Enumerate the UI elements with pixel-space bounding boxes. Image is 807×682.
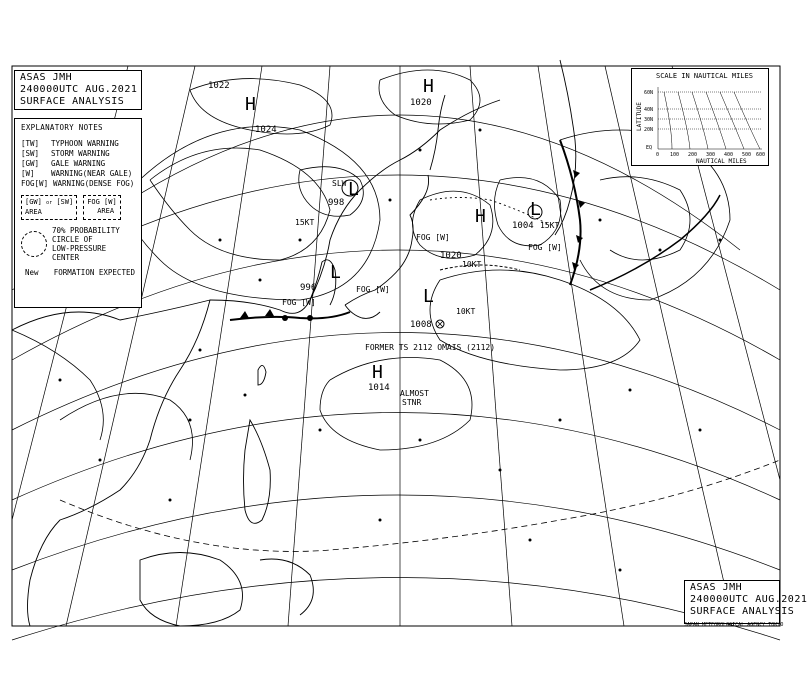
low-letter: L: [330, 262, 341, 283]
area-gw-sw: [GW] or [SW] AREA: [21, 195, 77, 220]
footer-agency: ASAS JMH: [690, 582, 743, 593]
notes-title: EXPLANATORY NOTES: [21, 123, 103, 132]
speed-label: 10KT: [462, 260, 482, 269]
fog-warning-label: FOG [W]: [356, 285, 390, 294]
low-letter: L: [423, 286, 434, 307]
svg-text:EQ: EQ: [646, 145, 653, 151]
speed-label: 15KT: [540, 221, 560, 230]
explanatory-notes: [14, 118, 142, 308]
svg-text:60N: 60N: [644, 90, 654, 96]
svg-text:100: 100: [670, 152, 680, 158]
pressure-value: 1022: [208, 81, 230, 91]
high-letter: H: [372, 362, 383, 383]
pressure-value: 998: [328, 198, 345, 208]
notes-item: [SW] STORM WARNING: [21, 149, 110, 158]
area-legend: [21, 195, 135, 220]
footer-title: SURFACE ANALYSIS: [690, 606, 795, 617]
pressure-value: 1024: [255, 125, 277, 135]
almost-stnr-label: ALMOST: [400, 389, 429, 398]
low-letter: L: [530, 199, 541, 220]
agency-name: JAPAN METEOROLOGICAL AGENCY TOKYO: [684, 622, 784, 628]
pressure-value: 996: [300, 283, 317, 293]
notes-item: FOG[W] WARNING(DENSE FOG): [21, 179, 135, 188]
pressure-value: 1020: [440, 251, 462, 261]
pressure-value: 1008: [410, 320, 432, 330]
header-datetime: 240000UTC AUG.2021: [20, 84, 138, 95]
pressure-value: 1014: [368, 383, 390, 393]
header-box: [14, 70, 142, 110]
speed-label: 15KT: [295, 218, 315, 227]
svg-text:20N: 20N: [644, 127, 654, 133]
scale-y-label: LATITUDE: [636, 102, 643, 131]
prob-circle-legend: 70% PROBABILITY CIRCLE OF LOW-PRESSURE CENTER: [21, 226, 135, 262]
slw-label: SLW: [332, 179, 347, 188]
almost-stnr-label: STNR: [402, 398, 422, 407]
low-letter: L: [348, 179, 359, 200]
prob-circle-icon: [21, 231, 47, 257]
svg-text:30N: 30N: [644, 117, 654, 123]
pressure-value: 1004: [512, 221, 534, 231]
notes-item: [W] WARNING(NEAR GALE): [21, 169, 133, 178]
fog-warning-label: FOG [W]: [528, 243, 562, 252]
header-agency: ASAS JMH: [20, 72, 73, 83]
svg-text:300: 300: [706, 152, 716, 158]
high-letter: H: [475, 206, 486, 227]
fog-warning-label: FOG [W]: [282, 298, 316, 307]
fog-warning-label: FOG [W]: [416, 233, 450, 242]
scale-x-label: NAUTICAL MILES: [696, 158, 747, 165]
high-letter: H: [423, 76, 434, 97]
high-letter: H: [245, 94, 256, 115]
scale-box: [631, 68, 769, 166]
notes-item: [TW] TYPHOON WARNING: [21, 139, 119, 148]
former-ts-label: FORMER TS 2112 OMAIS (2112): [365, 343, 496, 352]
footer-datetime: 240000UTC AUG.2021: [690, 594, 807, 605]
footer-box: [684, 580, 807, 624]
speed-label: 10KT: [456, 307, 476, 316]
pressure-value: 1020: [410, 98, 432, 108]
svg-text:600: 600: [756, 152, 766, 158]
svg-text:0: 0: [656, 152, 660, 158]
scale-title: SCALE IN NAUTICAL MILES: [656, 72, 753, 80]
svg-text:500: 500: [742, 152, 752, 158]
new-formation-legend: New FORMATION EXPECTED: [25, 268, 135, 277]
header-title: SURFACE ANALYSIS: [20, 96, 125, 107]
scale-chart: [632, 69, 768, 165]
svg-text:40N: 40N: [644, 107, 654, 113]
svg-text:400: 400: [724, 152, 734, 158]
svg-text:200: 200: [688, 152, 698, 158]
notes-item: [GW] GALE WARNING: [21, 159, 106, 168]
area-fog: FOG [W] AREA: [83, 195, 121, 220]
